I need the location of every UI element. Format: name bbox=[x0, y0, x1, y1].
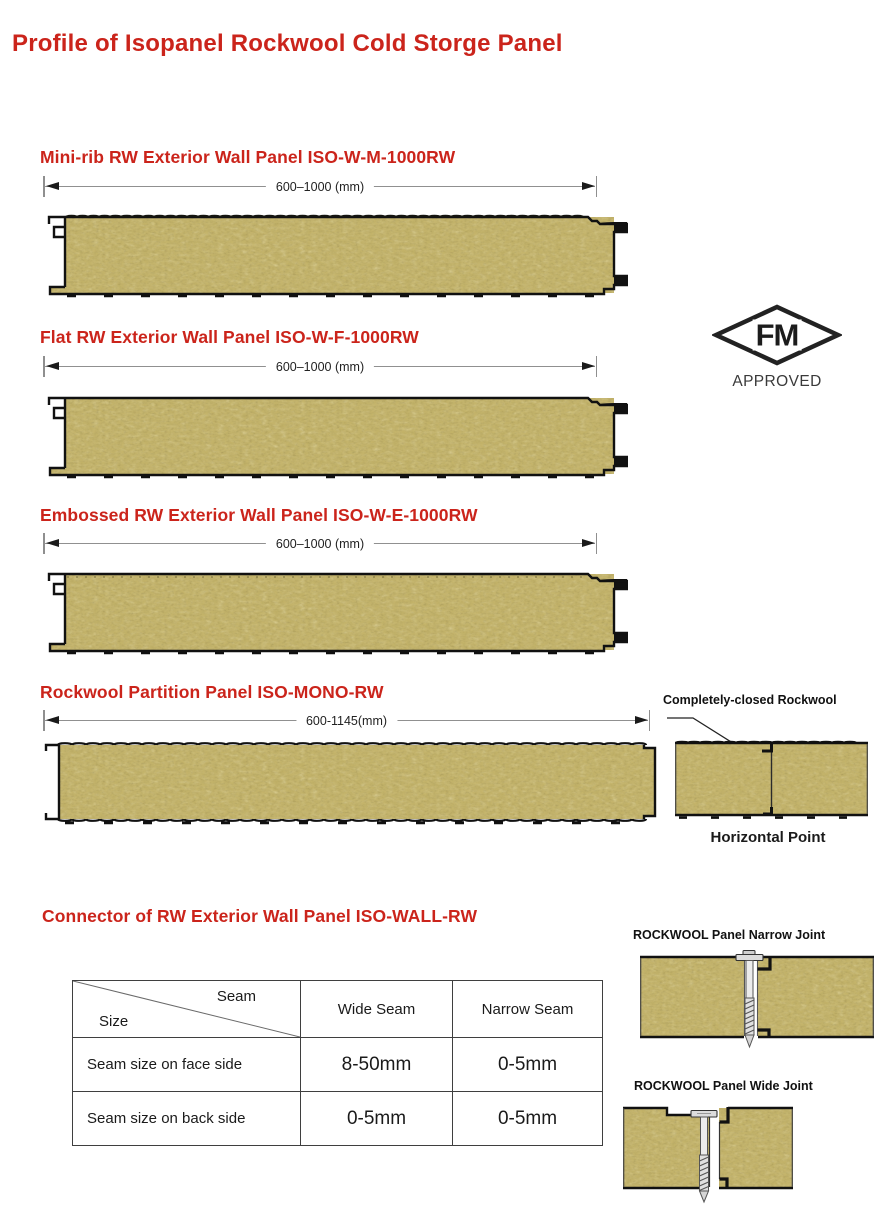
wide-joint-figure bbox=[621, 1098, 796, 1208]
dimension-label: 600–1000 (mm) bbox=[266, 180, 374, 194]
top-scallop-edge bbox=[58, 743, 646, 745]
fm-logo-text: FM bbox=[753, 320, 802, 351]
arrow-right-icon bbox=[582, 539, 595, 547]
arrow-left-icon bbox=[46, 539, 59, 547]
wide-joint-label: ROCKWOOL Panel Wide Joint bbox=[634, 1079, 813, 1093]
table-corner-cell bbox=[73, 981, 301, 1038]
dimension-line-partition bbox=[43, 708, 650, 734]
dimension-label: 600-1145(mm) bbox=[296, 714, 397, 728]
column-header-wide-seam: Wide Seam bbox=[301, 981, 453, 1038]
dimension-line-embossed bbox=[43, 531, 597, 557]
screw-tip bbox=[700, 1191, 709, 1202]
rockwool-texture bbox=[43, 388, 628, 484]
seam-size-table bbox=[72, 980, 603, 1146]
section-heading-connector: Connector of RW Exterior Wall Panel ISO-WALL-RW bbox=[42, 906, 478, 926]
value-back-narrow: 0-5mm bbox=[453, 1092, 603, 1146]
arrow-right-icon bbox=[635, 716, 648, 724]
dimension-label: 600–1000 (mm) bbox=[266, 360, 374, 374]
rockwool-texture bbox=[43, 564, 628, 660]
arrow-right-icon bbox=[582, 182, 595, 190]
table-row bbox=[73, 1038, 603, 1092]
rockwool-texture bbox=[43, 734, 659, 830]
row-label-back-side: Seam size on back side bbox=[73, 1092, 301, 1146]
value-face-narrow: 0-5mm bbox=[453, 1038, 603, 1092]
panel-profile-mini-rib bbox=[43, 207, 628, 303]
callout-completely-closed-rockwool: Completely-closed Rockwool bbox=[663, 693, 837, 707]
value-back-wide: 0-5mm bbox=[301, 1092, 453, 1146]
row-label-face-side: Seam size on face side bbox=[73, 1038, 301, 1092]
screw-tip bbox=[745, 1035, 754, 1047]
value-face-wide: 8-50mm bbox=[301, 1038, 453, 1092]
panel-profile-flat bbox=[43, 388, 628, 484]
narrow-joint-label: ROCKWOOL Panel Narrow Joint bbox=[633, 928, 826, 942]
rockwool-texture bbox=[43, 207, 628, 303]
panel-profile-embossed bbox=[43, 564, 628, 660]
corner-label-size: Size bbox=[99, 1013, 129, 1030]
fm-approved-logo bbox=[712, 303, 842, 395]
bottom-scallop-edge bbox=[58, 819, 646, 821]
section-heading-flat: Flat RW Exterior Wall Panel ISO-W-F-1000RW bbox=[40, 327, 419, 347]
dimension-line-mini-rib bbox=[43, 174, 597, 200]
arrow-left-icon bbox=[46, 716, 59, 724]
table-row bbox=[73, 1092, 603, 1146]
arrow-left-icon bbox=[46, 362, 59, 370]
fm-logo-subtext: APPROVED bbox=[732, 373, 822, 390]
section-heading-embossed: Embossed RW Exterior Wall Panel ISO-W-E-1000RW bbox=[40, 505, 478, 525]
section-heading-partition: Rockwool Partition Panel ISO-MONO-RW bbox=[40, 682, 384, 702]
dimension-line-flat bbox=[43, 354, 597, 380]
section-heading-mini-rib: Mini-rib RW Exterior Wall Panel ISO-W-M-1000RW bbox=[40, 147, 456, 167]
panel-profile-partition bbox=[43, 734, 659, 830]
horizontal-point-caption: Horizontal Point bbox=[710, 829, 826, 846]
arrow-left-icon bbox=[46, 182, 59, 190]
dimension-label: 600–1000 (mm) bbox=[266, 537, 374, 551]
horizontal-point-figure bbox=[663, 710, 873, 822]
narrow-joint-figure bbox=[638, 948, 876, 1050]
column-header-narrow-seam: Narrow Seam bbox=[453, 981, 603, 1038]
page-title: Profile of Isopanel Rockwool Cold Storge Panel bbox=[12, 30, 563, 57]
arrow-right-icon bbox=[582, 362, 595, 370]
corner-label-seam: Seam bbox=[216, 988, 256, 1005]
